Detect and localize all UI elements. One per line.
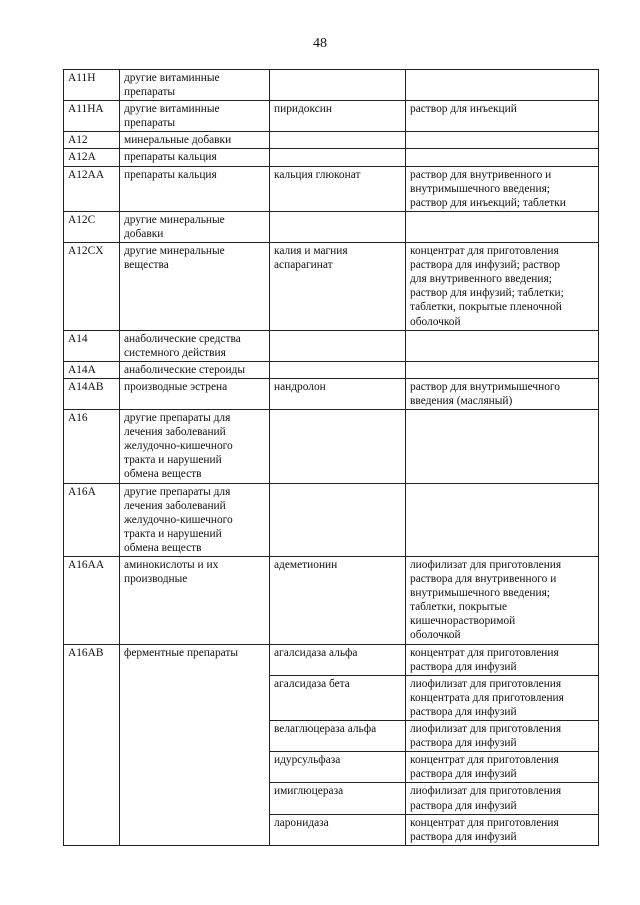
inn-cell [270,101,406,132]
inn-cell-text: велаглюцераза альфа [274,723,377,736]
table-row [64,101,599,132]
inn-cell-text: ларонидаза [274,816,329,829]
atc-group-cell [120,330,270,361]
table-row [64,378,599,409]
atc-code-cell-text: A14AB [68,380,104,393]
inn-cell [270,361,406,378]
atc-group-cell [120,410,270,483]
inn-cell-text: кальция глюконат [274,168,361,181]
dosage-form-cell [406,378,599,409]
dosage-form-cell-text: лиофилизат для приготовления раствора для инфузий [410,785,562,812]
inn-cell-text: нандролон [274,380,326,393]
atc-code-cell-text: A16AA [68,559,105,571]
table-row [64,644,599,675]
table-body [64,70,599,846]
dosage-form-cell [406,70,599,101]
table-row [64,361,599,378]
atc-code-cell-text: A16A [68,485,96,498]
atc-group-cell [120,149,270,166]
atc-group-cell [120,644,270,845]
atc-code-cell-text: A11HA [68,103,104,116]
inn-cell [270,783,406,814]
atc-code-cell [64,557,120,645]
inn-cell [270,211,406,242]
dosage-form-cell [406,211,599,242]
dosage-form-cell [406,410,599,483]
atc-code-cell [64,483,120,556]
inn-cell-text: адеметионин [274,559,338,571]
dosage-form-cell [406,330,599,361]
inn-cell [270,483,406,556]
dosage-form-cell [406,483,599,556]
dosage-form-cell [406,752,599,783]
atc-code-cell [64,132,120,149]
dosage-form-cell [406,783,599,814]
dosage-form-cell [406,557,599,645]
atc-code-cell [64,644,120,845]
atc-group-cell [120,557,270,645]
atc-code-cell [64,166,120,211]
atc-group-cell-text: аминокислоты и их производные [124,559,219,586]
atc-code-cell [64,70,120,101]
atc-group-cell [120,483,270,556]
atc-group-cell-text: ферментные препараты [124,646,239,659]
dosage-form-cell-text: концентрат для приготовления раствора для инфузий [410,754,559,781]
inn-cell [270,70,406,101]
atc-group-cell-text: другие препараты для лечения заболеваний желудочно-кишечного тракта и нарушений обмена веществ [124,412,233,481]
table-row [64,243,599,331]
atc-code-cell-text: A12AA [68,168,105,181]
table-row [64,132,599,149]
table-row [64,70,599,101]
inn-cell [270,166,406,211]
atc-group-cell [120,101,270,132]
dosage-form-cell [406,814,599,845]
inn-cell [270,378,406,409]
inn-cell [270,330,406,361]
atc-code-cell [64,101,120,132]
atc-code-cell-text: A14A [68,363,96,376]
dosage-form-cell [406,101,599,132]
atc-group-cell [120,132,270,149]
dosage-form-cell-text: концентрат для приготовления раствора для инфузий [410,646,559,673]
atc-code-cell [64,149,120,166]
atc-group-cell [120,243,270,331]
inn-cell [270,557,406,645]
inn-cell [270,675,406,720]
dosage-form-cell [406,675,599,720]
dosage-form-cell-text: концентрат для приготовления раствора для инфузий [410,816,559,843]
atc-group-cell-text: анаболические средства системного действия [124,332,241,359]
table-row [64,211,599,242]
dosage-form-cell-text: лиофилизат для приготовления концентрата для приготовления раствора для инфузий [410,677,564,718]
dosage-form-cell-text: раствор для внутримышечного введения (масляный) [410,380,560,407]
dosage-form-cell-text: раствор для инъекций [410,103,517,116]
atc-group-cell-text: другие витаминные препараты [124,72,220,99]
atc-code-cell-text: A12 [68,134,88,147]
atc-group-cell [120,211,270,242]
inn-cell [270,149,406,166]
atc-group-cell [120,361,270,378]
dosage-form-cell-text: концентрат для приготовления раствора для инфузий; раствор для внутривенного введения; раствор для инфузий; таблетки; таблетки, покрытые пленочной оболочкой [410,245,564,328]
atc-code-cell-text: A16 [68,412,88,425]
inn-cell [270,132,406,149]
atc-code-cell [64,361,120,378]
inn-cell-text: идурсульфаза [274,754,341,767]
atc-code-cell-text: A12CX [68,245,104,258]
inn-cell [270,721,406,752]
dosage-form-cell-text: лиофилизат для приготовления раствора для внутривенного и внутримышечного введения; таблетки, покрытые кишечнорастворимой оболочкой [410,559,562,642]
atc-code-cell [64,330,120,361]
table-row [64,330,599,361]
dosage-form-cell [406,721,599,752]
atc-group-cell-text: препараты кальция [124,151,217,164]
table-row [64,166,599,211]
atc-group-cell-text: другие минеральные вещества [124,245,225,272]
page-number: 48 [313,36,327,51]
atc-code-cell [64,211,120,242]
table-row [64,483,599,556]
inn-cell-text: пиридоксин [274,103,332,116]
atc-group-cell-text: производные эстрена [124,380,228,393]
atc-code-cell [64,243,120,331]
atc-group-cell-text: другие минеральные добавки [124,213,225,240]
atc-code-cell [64,378,120,409]
atc-group-cell [120,378,270,409]
inn-cell-text: агалсидаза бета [274,677,350,690]
atc-group-cell-text: анаболические стероиды [124,363,246,376]
atc-code-cell-text: A12A [68,151,96,164]
atc-group-cell-text: другие препараты для лечения заболеваний желудочно-кишечного тракта и нарушений обмена веществ [124,485,233,554]
dosage-form-cell [406,243,599,331]
atc-code-cell-text: A16AB [68,646,104,659]
dosage-form-cell [406,166,599,211]
dosage-form-cell [406,149,599,166]
drug-classification-table [63,69,599,846]
atc-group-cell [120,166,270,211]
atc-code-cell-text: A14 [68,332,88,345]
inn-cell [270,644,406,675]
dosage-form-cell [406,361,599,378]
inn-cell [270,243,406,331]
atc-code-cell-text: A12C [68,213,96,226]
atc-code-cell [64,410,120,483]
inn-cell [270,410,406,483]
inn-cell-text: агалсидаза альфа [274,646,358,659]
inn-cell [270,814,406,845]
dosage-form-cell-text: раствор для внутривенного и внутримышечного введения; раствор для инъекций; таблетки [410,168,566,209]
atc-group-cell [120,70,270,101]
dosage-form-cell [406,644,599,675]
table-row [64,557,599,645]
atc-group-cell-text: препараты кальция [124,168,217,181]
atc-group-cell-text: минеральные добавки [124,134,232,147]
atc-code-cell-text: A11H [68,72,96,84]
table-row [64,410,599,483]
atc-group-cell-text: другие витаминные препараты [124,103,220,130]
inn-cell [270,752,406,783]
inn-cell-text: калия и магния аспарагинат [274,245,348,272]
dosage-form-cell [406,132,599,149]
table-row [64,149,599,166]
inn-cell-text: имиглюцераза [274,785,344,798]
dosage-form-cell-text: лиофилизат для приготовления раствора для инфузий [410,723,562,750]
